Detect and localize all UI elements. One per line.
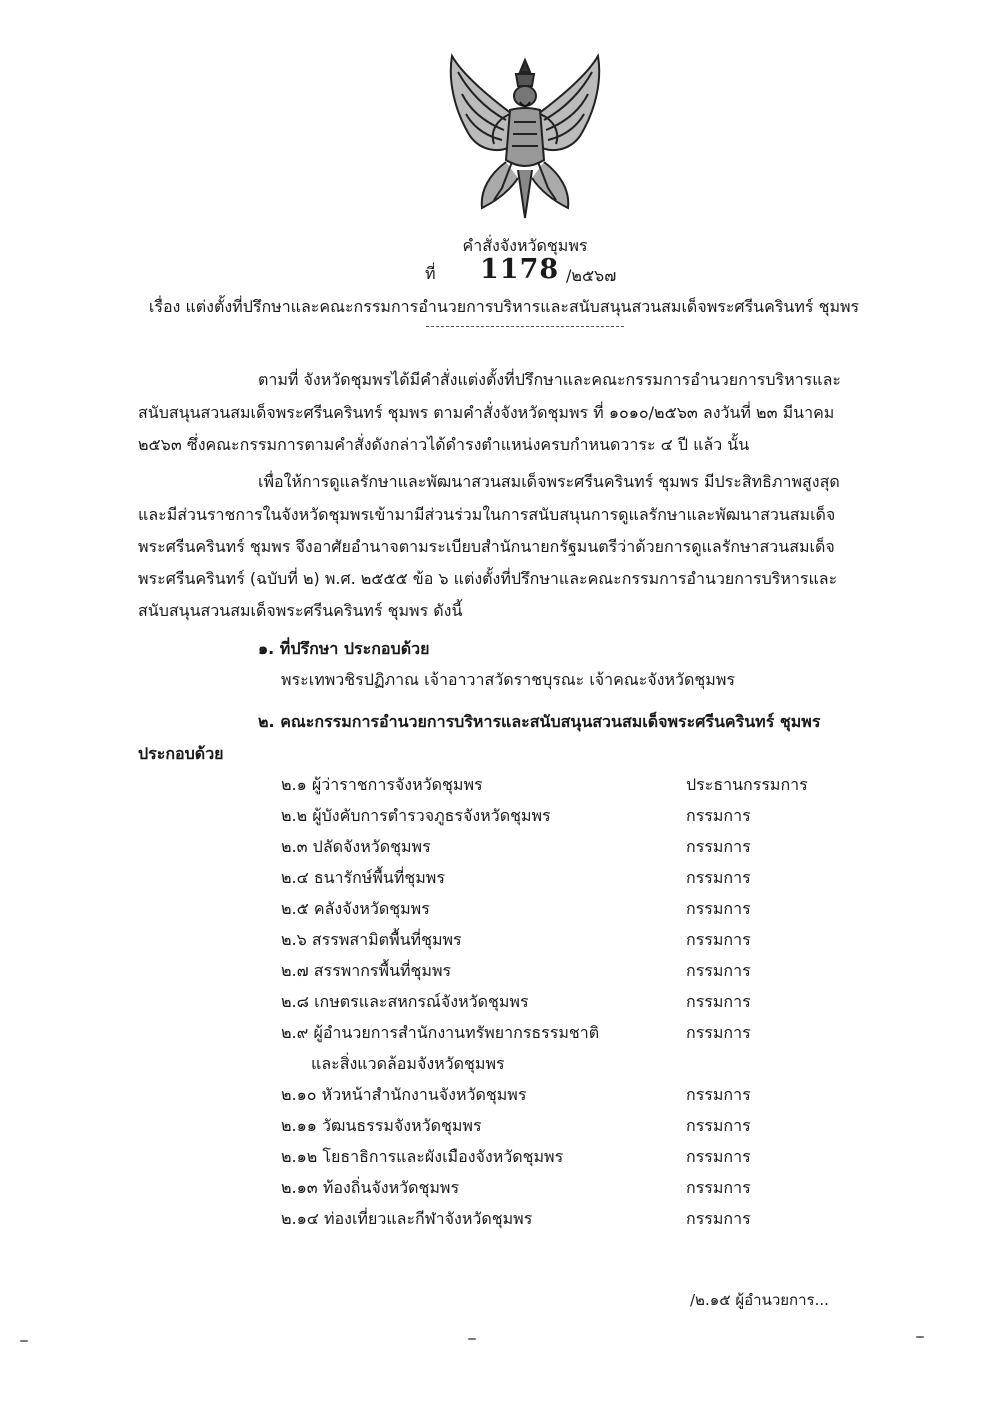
member-item: ๒.๖ สรรพสามิตพื้นที่ชุมพร <box>281 930 462 949</box>
member-role: กรรมการ <box>686 1023 751 1042</box>
member-role: กรรมการ <box>686 1116 751 1135</box>
title-divider <box>426 326 624 327</box>
order-number-year: /๒๕๖๗ <box>566 266 617 285</box>
member-role: กรรมการ <box>686 868 751 887</box>
member-role: กรรมการ <box>686 899 751 918</box>
member-role: กรรมการ <box>686 930 751 949</box>
member-item: ๒.๑ ผู้ว่าราชการจังหวัดชุมพร <box>281 775 483 794</box>
member-item: ๒.๑๐ หัวหน้าสำนักงานจังหวัดชุมพร <box>281 1085 527 1104</box>
para2-line: พระศรีนครินทร์ ชุมพร จึงอาศัยอำนาจตามระเบียบสำนักนายกรัฐมนตรีว่าด้วยการดูแลรักษาสวนสมเด็จ <box>138 537 835 556</box>
scan-mark <box>916 1336 924 1338</box>
member-item: ๒.๑๓ ท้องถิ่นจังหวัดชุมพร <box>281 1178 460 1197</box>
para1-line: ตามที่ จังหวัดชุมพรได้มีคำสั่งแต่งตั้งที่ปรึกษาและคณะกรรมการอำนวยการบริหารและ <box>258 370 841 389</box>
member-item: ๒.๗ สรรพากรพื้นที่ชุมพร <box>281 961 452 980</box>
scan-mark <box>468 1338 476 1340</box>
member-item: ๒.๕ คลังจังหวัดชุมพร <box>281 899 430 918</box>
member-item: ๒.๙ ผู้อำนวยการสำนักงานทรัพยากรธรรมชาติ <box>281 1023 600 1042</box>
member-item: ๒.๔ ธนารักษ์พื้นที่ชุมพร <box>281 868 445 887</box>
member-item: ๒.๘ เกษตรและสหกรณ์จังหวัดชุมพร <box>281 992 529 1011</box>
member-role: กรรมการ <box>686 992 751 1011</box>
section2-heading-cont: ประกอบด้วย <box>138 744 224 763</box>
scan-mark <box>20 1340 28 1342</box>
member-role: กรรมการ <box>686 1147 751 1166</box>
member-item: ๒.๑๒ โยธาธิการและผังเมืองจังหวัดชุมพร <box>281 1147 564 1166</box>
order-subject: เรื่อง แต่งตั้งที่ปรึกษาและคณะกรรมการอำนวยการบริหารและสนับสนุนสวนสมเด็จพระศรีนครินทร์ ชุมพร <box>148 297 860 316</box>
para2-line: พระศรีนครินทร์ (ฉบับที่ ๒) พ.ศ. ๒๕๕๕ ข้อ ๖ แต่งตั้งที่ปรึกษาและคณะกรรมการอำนวยการบริหารและ <box>138 569 838 588</box>
para2-line: และมีส่วนราชการในจังหวัดชุมพรเข้ามามีส่วนร่วมในการสนับสนุนการดูแลรักษาและพัฒนาสวนสมเด็จ <box>138 505 836 524</box>
member-role: ประธานกรรมการ <box>686 775 808 794</box>
member-role: กรรมการ <box>686 1209 751 1228</box>
order-number: 1178 <box>480 254 560 285</box>
para2-line: สนับสนุนสวนสมเด็จพระศรีนครินทร์ ชุมพร ดังนี้ <box>138 601 463 620</box>
order-title: คำสั่งจังหวัดชุมพร <box>462 236 588 255</box>
continuation-note: /๒.๑๕ ผู้อำนวยการ... <box>690 1291 829 1309</box>
advisor-member: พระเทพวชิรปฏิภาณ เจ้าอาวาสวัดราชบุรณะ เจ้าคณะจังหวัดชุมพร <box>281 670 735 689</box>
garuda-emblem <box>440 50 610 222</box>
member-role: กรรมการ <box>686 837 751 856</box>
para1-line: ๒๕๖๓ ซึ่งคณะกรรมการตามคำสั่งดังกล่าวได้ดำรงตำแหน่งครบกำหนดวาระ ๔ ปี แล้ว นั้น <box>138 435 750 454</box>
member-item: ๒.๑๑ วัฒนธรรมจังหวัดชุมพร <box>281 1116 482 1135</box>
member-item: ๒.๑๔ ท่องเที่ยวและกีฬาจังหวัดชุมพร <box>281 1209 533 1228</box>
member-role: กรรมการ <box>686 961 751 980</box>
member-role: กรรมการ <box>686 1085 751 1104</box>
member-item: ๒.๒ ผู้บังคับการตำรวจภูธรจังหวัดชุมพร <box>281 806 551 825</box>
section1-heading: ๑. ที่ปรึกษา ประกอบด้วย <box>258 639 430 658</box>
section2-heading: ๒. คณะกรรมการอำนวยการบริหารและสนับสนุนสวนสมเด็จพระศรีนครินทร์ ชุมพร <box>258 712 821 731</box>
para1-line: สนับสนุนสวนสมเด็จพระศรีนครินทร์ ชุมพร ตามคำสั่งจังหวัดชุมพร ที่ ๑๐๑๐/๒๕๖๓ ลงวันที่ ๒๓ มีนาคม <box>138 403 835 422</box>
member-item: ๒.๓ ปลัดจังหวัดชุมพร <box>281 837 431 856</box>
para2-line: เพื่อให้การดูแลรักษาและพัฒนาสวนสมเด็จพระศรีนครินทร์ ชุมพร มีประสิทธิภาพสูงสุด <box>258 472 840 491</box>
member-role: กรรมการ <box>686 806 751 825</box>
member-role: กรรมการ <box>686 1178 751 1197</box>
order-number-label: ที่ <box>425 264 436 283</box>
member-item-cont: และสิ่งแวดล้อมจังหวัดชุมพร <box>311 1054 505 1073</box>
